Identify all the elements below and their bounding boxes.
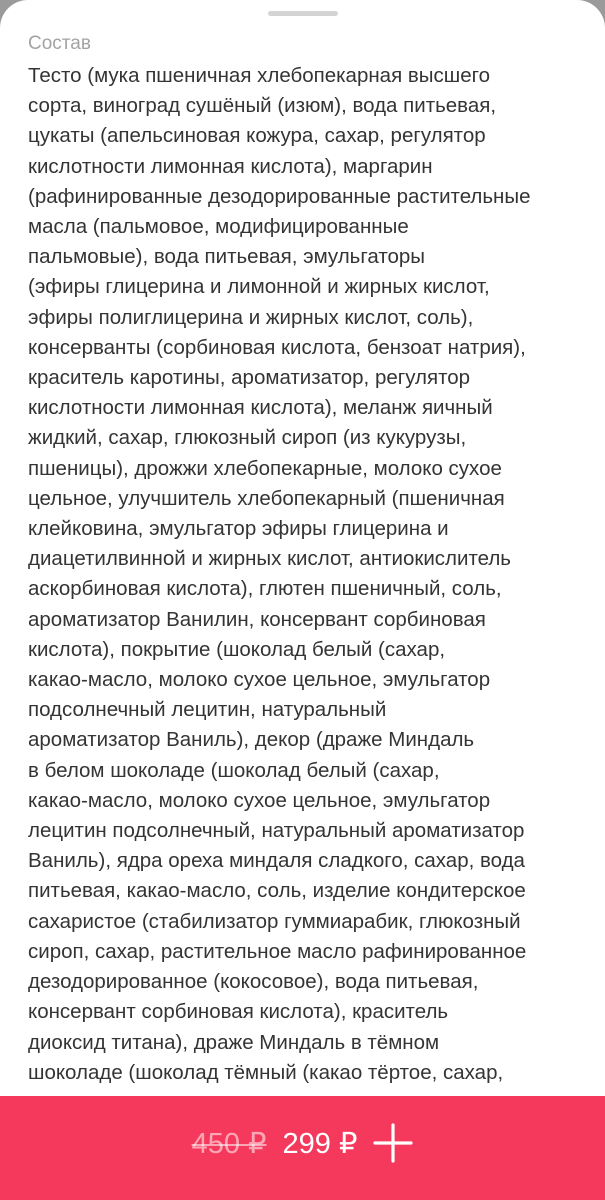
composition-line: дезодорированное (кокосовое), вода питьевая, <box>28 970 479 994</box>
composition-line: краситель каротины, ароматизатор, регулятор <box>28 366 471 390</box>
composition-line: какао-масло, молоко сухое цельное, эмульгатор <box>28 788 491 812</box>
composition-line: цельное, улучшитель хлебопекарный (пшеничная <box>28 486 505 510</box>
composition-line: кислотности лимонная кислота), меланж яичный <box>28 396 493 420</box>
composition-line: шоколаде (шоколад тёмный (какао тёртое, сахар, <box>28 1060 504 1084</box>
composition-line: подсолнечный лецитин, натуральный <box>28 698 387 722</box>
composition-line: (эфиры глицерина и лимонной и жирных кислот, <box>28 275 490 299</box>
composition-line: в белом шоколаде (шоколад белый (сахар, <box>28 758 440 782</box>
sheet-drag-handle[interactable] <box>268 11 338 16</box>
add-to-cart-bar[interactable] <box>0 1096 605 1200</box>
price-row <box>0 1096 605 1190</box>
composition-line: сахаристое (стабилизатор гуммиарабик, глюкозный <box>28 909 521 933</box>
composition-line: кислота), покрытие (шоколад белый (сахар, <box>28 637 446 661</box>
composition-line: диацетилвинной и жирных кислот, антиокислитель <box>28 547 511 571</box>
composition-line: жидкий, сахар, глюкозный сироп (из кукурузы, <box>28 426 467 450</box>
composition-line: какао-масло, молоко сухое цельное, эмульгатор <box>28 668 491 692</box>
composition-line: кислотности лимонная кислота), маргарин <box>28 154 433 178</box>
plus-icon <box>373 1123 413 1163</box>
composition-line: ароматизатор Ваниль), декор (драже Миндаль <box>28 728 475 752</box>
section-title: Состав <box>28 33 91 54</box>
composition-line: пальмовые), вода питьевая, эмульгаторы <box>28 245 426 269</box>
composition-line: консерванты (сорбиновая кислота, бензоат натрия), <box>28 335 526 359</box>
new-price: 299 ₽ <box>282 1127 358 1160</box>
composition-line: диоксид титана), драже Миндаль в тёмном <box>28 1030 440 1054</box>
composition-line: клейковина, эмульгатор эфиры глицерина и <box>28 517 449 541</box>
composition-line: Ваниль), ядра ореха миндаля сладкого, сахар, вода <box>28 849 525 873</box>
composition-line: аскорбиновая кислота), глютен пшеничный, соль, <box>28 577 502 601</box>
composition-line: ароматизатор Ванилин, консервант сорбиновая <box>28 607 486 631</box>
composition-line: сироп, сахар, растительное масло рафинированное <box>28 939 527 963</box>
composition-line: питьевая, какао-масло, соль, изделие кондитерское <box>28 879 526 903</box>
composition-line: пшеницы), дрожжи хлебопекарные, молоко сухое <box>28 456 502 480</box>
composition-line: (рафинированные дезодорированные растительные <box>28 184 531 208</box>
old-price: 450 ₽ <box>191 1127 267 1160</box>
composition-line: консервант сорбиновая кислота), краситель <box>28 1000 449 1024</box>
composition-line: эфиры полиглицерина и жирных кислот, соль), <box>28 305 474 329</box>
add-button[interactable] <box>373 1123 413 1163</box>
composition-line: сорта, виноград сушёный (изюм), вода питьевая, <box>28 94 497 118</box>
composition-line: масла (пальмовое, модифицированные <box>28 215 409 239</box>
composition-line: цукаты (апельсиновая кожура, сахар, регулятор <box>28 124 486 148</box>
composition-line: лецитин подсолнечный, натуральный ароматизатор <box>28 819 525 843</box>
composition-line: Тесто (мука пшеничная хлебопекарная высшего <box>28 64 491 87</box>
composition-text <box>28 61 588 1088</box>
